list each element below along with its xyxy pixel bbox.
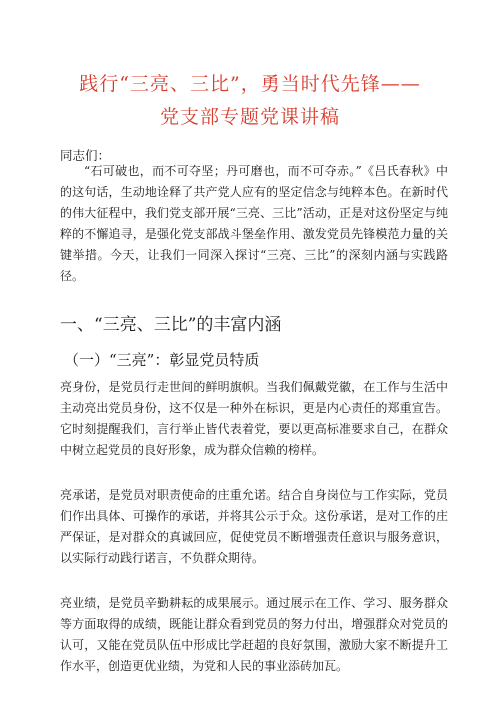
document-title-line-1: 践行“三亮、三比”，勇当时代先锋—— — [79, 73, 421, 95]
document-title-line-2: 党支部专题党课讲稿 — [159, 106, 340, 128]
section-heading-1: 一、“三亮、三比”的丰富内涵 — [60, 315, 282, 335]
intro-paragraph: “石可破也，而不可夺坚；丹可磨也，而不可夺赤。”《吕氏春秋》中的这句话，生动地诠释了共产党人应有的坚定信念与纯粹本色。在新时代的伟大征程中，我们党支部开展“三亮、三比”活动，正是对这份坚定与纯粹的不懈追寻，是强化党支部战斗堡垒作用、激发党员先锋模范力量的关键举措。今天，让我们一同深入探讨“三亮、三比”的深刻内涵与实践路径。 — [60, 164, 448, 283]
body-paragraph-liang-yeji: 亮业绩，是党员辛勤耕耘的成果展示。通过展示在工作、学习、服务群众等方面取得的成绩，既能让群众看到党员的努力付出，增强群众对党员的认可，又能在党员队伍中形成比学赶超的良好氛围，激励大家不断提升工作水平，创造更优业绩，为党和人民的事业添砖加瓦。 — [60, 596, 448, 673]
body-paragraph-liang-chengnuo: 亮承诺，是党员对职责使命的庄重允诺。结合自身岗位与工作实际，党员们作出具体、可操作的承诺，并将其公示于众。这份承诺，是对工作的庄严保证，是对群众的真诚回应，促使党员不断增强责任意识与服务意识，以实际行动践行诺言，不负群众期待。 — [60, 488, 448, 565]
subsection-heading-1: （一）“三亮”：彰显党员特质 — [64, 351, 260, 369]
salutation: 同志们： — [60, 148, 111, 163]
body-paragraph-liang-shenfen: 亮身份，是党员行走世间的鲜明旗帜。当我们佩戴党徽，在工作与生活中主动亮出党员身份，这不仅是一种外在标识，更是内心责任的郑重宣告。它时刻提醒我们，言行举止皆代表着党，要以更高标准要求自己，在群众中树立起党员的良好形象，成为群众信赖的榜样。 — [60, 380, 448, 457]
